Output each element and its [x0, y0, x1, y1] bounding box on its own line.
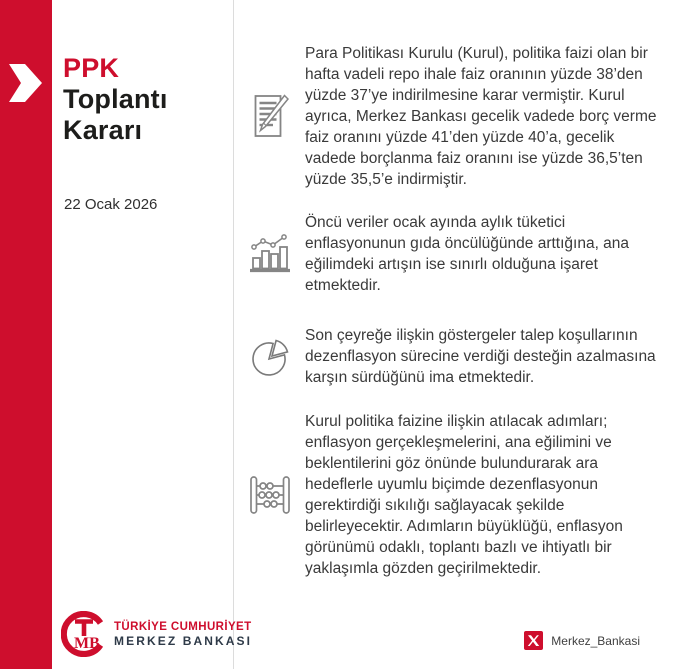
bank-brand	[61, 611, 252, 657]
red-sidebar	[0, 0, 52, 669]
bank-name	[114, 621, 252, 648]
decision-item	[234, 212, 680, 296]
left-column	[52, 0, 253, 669]
social-link[interactable]	[524, 631, 640, 650]
svg-text:MB: MB	[74, 635, 100, 652]
decision-text: Son çeyreğe ilişkin göstergeler talep koşullarının dezenflasyon sürecine verdiği desteğin azalmasına karşın sürdüğünü ima etmektedir.	[305, 327, 656, 386]
page-title-highlight: PPK	[63, 53, 120, 83]
page-title	[63, 53, 168, 146]
decision-text: Kurul politika faizine ilişkin atılacak adımları; enflasyon gerçekleşmelerini, ana eğilimini ve beklentilerini göz önünde bulundurarak ara hedeflerle uyumlu biçimde dezenflasyonun gerektirdiği sıkılığı sağlayacak şekilde belirleyecektir. Adımların büyüklüğü, enflasyon görünümü odaklı, toplantı bazlı ve ihtiyatlı bir yaklaşımla gözden geçirilmektedir.	[305, 413, 623, 577]
tcmb-logo-icon	[61, 611, 107, 657]
chevron-right-icon	[9, 64, 42, 102]
abacus-icon	[234, 473, 305, 517]
page-title-line3: Kararı	[63, 115, 143, 145]
bank-name-line1: TÜRKİYE CUMHURİYET	[114, 620, 252, 633]
social-handle[interactable]: Merkez_Bankasi	[551, 633, 640, 648]
decision-item	[234, 325, 680, 388]
pie-chart-icon	[234, 336, 305, 378]
bank-name-line2: MERKEZ BANKASI	[114, 633, 253, 648]
decisions-list	[234, 0, 680, 579]
decision-item	[234, 43, 680, 190]
meeting-date: 22 Ocak 2026	[64, 196, 158, 213]
decision-item	[234, 411, 680, 579]
decision-text: Para Politikası Kurulu (Kurul), politika faizi olan bir hafta vadeli repo ihale faiz oranının yüzde 38’den yüzde 37’ye indirilmesine karar vermiştir. Kurul ayrıca, Merkez Bankası gecelik vadede borç verme faiz oranını yüzde 41’den yüzde 40’a, gecelik vadede borçlanma faiz oranını ise yüzde 36,5’ten yüzde 35,5’e indirmiştir.	[305, 45, 657, 188]
decision-text: Öncü veriler ocak ayında aylık tüketici enflasyonunun gıda öncülüğünde arttığına, ana eğilimdeki artışın ise sınırlı olduğuna işaret etmektedir.	[305, 214, 630, 294]
x-twitter-icon[interactable]	[524, 631, 543, 650]
document-pencil-icon	[234, 92, 305, 142]
bar-chart-icon	[234, 234, 305, 274]
page-title-line2: Toplantı	[63, 84, 168, 114]
